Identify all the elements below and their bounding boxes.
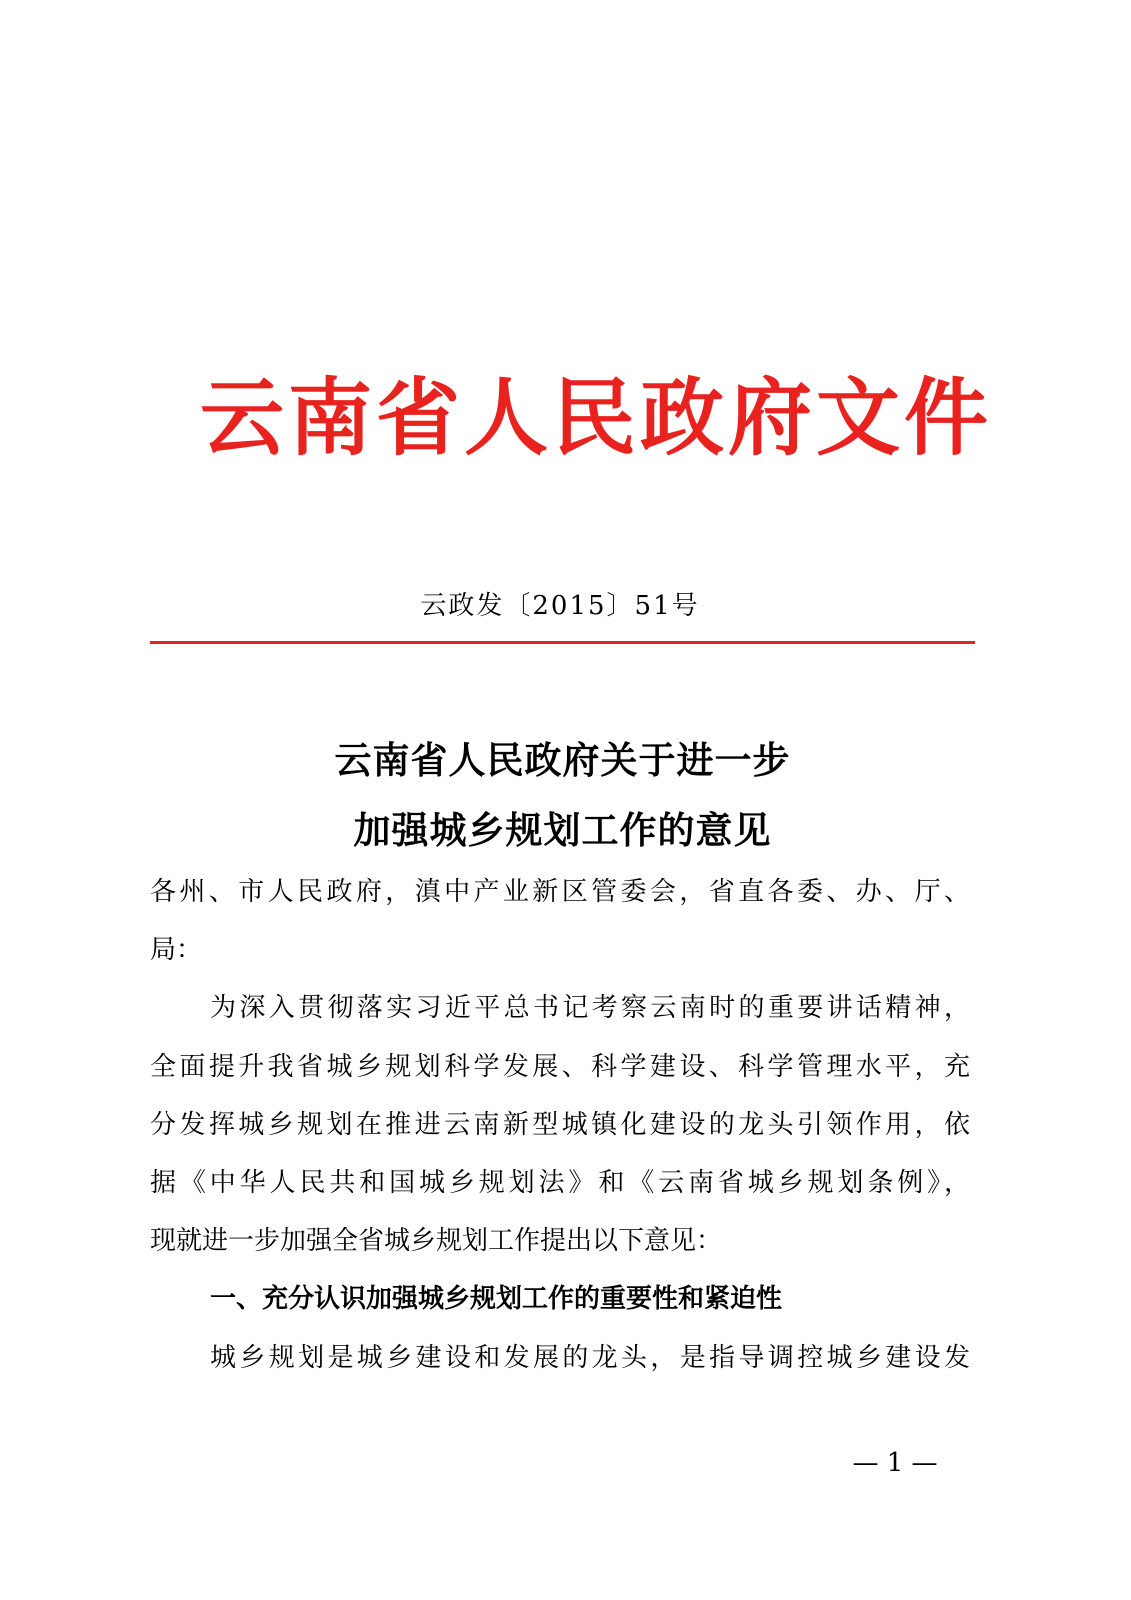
- paragraph-1-line-3: 分发挥城乡规划在推进云南新型城镇化建设的龙头引领作用，依: [150, 1110, 970, 1140]
- paragraph-1-line-1: 为深入贯彻落实习近平总书记考察云南时的重要讲话精神，: [210, 993, 970, 1023]
- page-number: — 1 —: [852, 1448, 938, 1478]
- section-1-heading: 一、充分认识加强城乡规划工作的重要性和紧迫性: [210, 1284, 783, 1314]
- document-title-line-1: 云南省人民政府关于进一步: [334, 738, 791, 782]
- document-title-line-2: 加强城乡规划工作的意见: [353, 808, 772, 852]
- paragraph-1-line-5: 现就进一步加强全省城乡规划工作提出以下意见：: [150, 1226, 723, 1256]
- paragraph-1-line-4: 据《中华人民共和国城乡规划法》和《云南省城乡规划条例》，: [150, 1168, 970, 1198]
- masthead-title: 云南省人民政府文件: [200, 368, 993, 467]
- addressee-line-1: 各州、市人民政府，滇中产业新区管委会，省直各委、办、厅、: [150, 877, 970, 907]
- red-separator-line: [150, 641, 975, 644]
- paragraph-1-line-2: 全面提升我省城乡规划科学发展、科学建设、科学管理水平，充: [150, 1052, 970, 1082]
- document-number: 云政发〔2015〕51号: [420, 591, 700, 621]
- section-1-line-1: 城乡规划是城乡建设和发展的龙头，是指导调控城乡建设发: [210, 1343, 970, 1373]
- addressee-line-2: 局：: [150, 935, 203, 965]
